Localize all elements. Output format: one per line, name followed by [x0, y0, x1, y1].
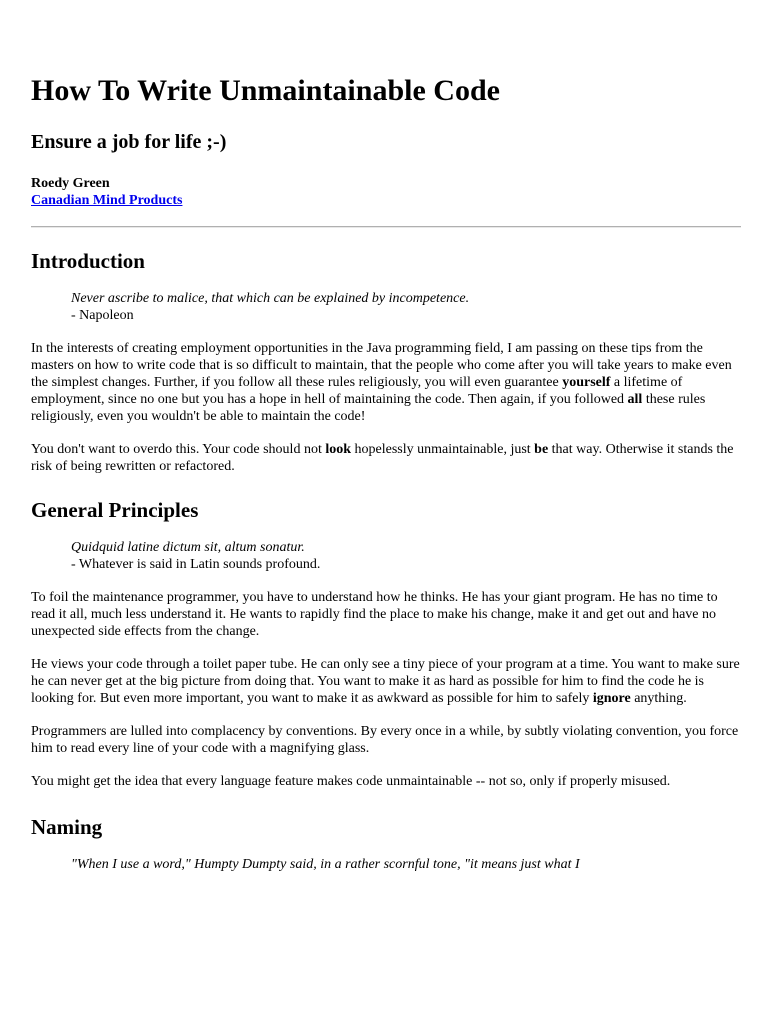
general-paragraph-2	[31, 656, 740, 707]
page-subtitle: Ensure a job for life ;-)	[31, 131, 227, 153]
text-run: anything.	[630, 691, 687, 706]
intro-quote	[71, 290, 740, 324]
heading-naming: Naming	[31, 815, 103, 839]
intro-quote-text: Never ascribe to malice, that which can be explained by incompetence.	[71, 291, 470, 306]
intro-paragraph-1	[31, 340, 740, 425]
naming-quote-text: "When I use a word," Humpty Dumpty said, in a rather scornful tone, "it means just what I	[71, 857, 580, 872]
emphasis-be: be	[534, 442, 549, 457]
heading-introduction: Introduction	[31, 249, 145, 273]
general-quote	[71, 539, 740, 573]
author-name: Roedy Green	[31, 176, 110, 191]
page-title: How To Write Unmaintainable Code	[31, 74, 500, 107]
author-block	[31, 175, 740, 209]
section-divider	[31, 226, 741, 228]
general-paragraph-3: Programmers are lulled into complacency by conventions. By every once in a while, by subtly violating convention, you force him to read every line of your code with a magnifying glass.	[31, 724, 739, 756]
text-run: He views your code through a toilet paper tube. He can only see a tiny piece of your program at a time. You want to make sure he can never get at the big picture from doing that. You want to make it as hard as possible for him to find the code he is looking for. But even more important, you want to make it as awkward as possible for him to safely	[31, 657, 740, 706]
emphasis-ignore: ignore	[592, 691, 631, 706]
text-run: You don't want to overdo this. Your code should not	[31, 442, 326, 457]
general-quote-attribution: - Whatever is said in Latin sounds profound.	[71, 557, 321, 572]
text-run: a lifetime of employment, since no one but you has a hope in hell of maintaining the code. Then again, if you followed	[31, 375, 683, 407]
heading-general-principles: General Principles	[31, 498, 199, 522]
emphasis-yourself: yourself	[562, 375, 611, 390]
general-paragraph-4: You might get the idea that every language feature makes code unmaintainable -- not so, only if properly misused.	[31, 774, 671, 789]
intro-quote-attribution: - Napoleon	[71, 308, 134, 323]
naming-quote	[71, 856, 740, 873]
intro-paragraph-2	[31, 441, 740, 475]
org-link[interactable]: Canadian Mind Products	[31, 193, 183, 208]
text-run: these rules religiously, even you wouldn't be able to maintain the code!	[31, 392, 706, 424]
text-run: hopelessly unmaintainable, just	[351, 442, 535, 457]
emphasis-look: look	[325, 442, 352, 457]
general-quote-text: Quidquid latine dictum sit, altum sonatur.	[71, 540, 305, 555]
general-paragraph-1: To foil the maintenance programmer, you have to understand how he thinks. He has your giant program. He has no time to read it all, much less understand it. He wants to rapidly find the place to make his change, make it and get out and have no unexpected side effects from the change.	[31, 590, 718, 639]
text-run: In the interests of creating employment opportunities in the Java programming field, I am passing on these tips from the masters on how to write code that is so difficult to maintain, that the people who come after you will take years to make even the simplest changes. Further, if you follow all these rules religiously, you will even guarantee	[31, 341, 732, 390]
emphasis-all: all	[627, 392, 643, 407]
text-run: that way. Otherwise it stands the risk of being rewritten or refactored.	[31, 442, 734, 474]
